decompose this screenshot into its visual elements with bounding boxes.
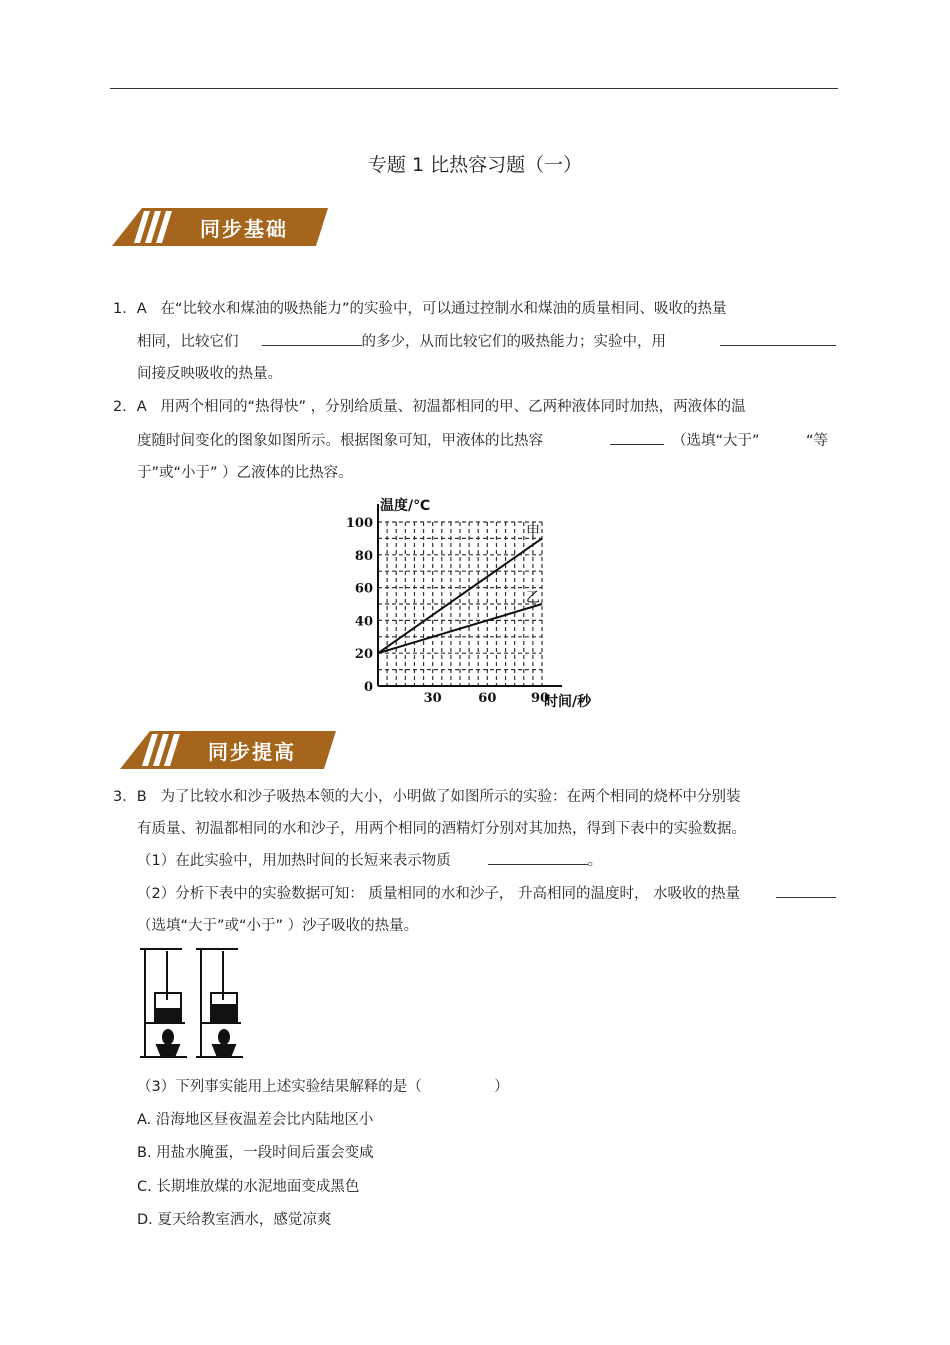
q2-text-2a: 度随时间变化的图象如图所示。根据图象可知，甲液体的比热容 — [137, 433, 543, 449]
q2-text-2c: “等 — [806, 433, 829, 449]
q2-blank[interactable] — [610, 430, 664, 445]
q3-part1-end: 。 — [587, 853, 603, 869]
q3-blank-2[interactable] — [776, 883, 836, 898]
q1-text-1: 在“比较水和煤油的吸热能力”的实验中，可以通过控制水和煤油的质量相同、吸收的热量 — [160, 301, 727, 317]
option-a-text: 沿海地区昼夜温差会比内陆地区小 — [155, 1112, 374, 1128]
q3-line2: 有质量、初温都相同的水和沙子，用两个相同的酒精灯分别对其加热，得到下表中的实验数据。 — [137, 821, 746, 837]
y-axis-label: 温度/℃ — [380, 498, 431, 514]
q3-blank-1[interactable] — [488, 850, 588, 865]
beaker-lamp-apparatus — [137, 945, 247, 1060]
option-c-text: 长期堆放煤的水泥地面变成黑色 — [156, 1179, 360, 1195]
apparatus-illustration — [137, 945, 247, 1064]
chart-svg — [342, 494, 612, 714]
temperature-chart — [342, 494, 612, 718]
y-tick-label: 60 — [354, 581, 373, 597]
y-tick-label: 100 — [345, 516, 373, 531]
q3-part1 — [137, 849, 602, 870]
section-banner-basic — [112, 208, 328, 246]
y-tick-label: 20 — [354, 647, 373, 663]
option-d-label: D. — [137, 1212, 153, 1228]
option-b[interactable] — [137, 1141, 374, 1162]
option-b-text: 用盐水腌蛋，一段时间后蛋会变咸 — [156, 1145, 374, 1161]
q1-line3: 间接反映吸收的热量。 — [137, 366, 282, 382]
y-tick-label: 0 — [363, 680, 373, 695]
q3-part3: （3）下列事实能用上述实验结果解释的是（ ） — [137, 1079, 509, 1095]
series-line-2 — [378, 604, 542, 653]
y-tick-label: 40 — [354, 614, 373, 630]
option-d-text: 夏天给教室洒水，感觉凉爽 — [157, 1212, 332, 1228]
q2-text-2b: （选填“大于” — [672, 433, 760, 449]
q3-part1-text: （1）在此实验中，用加热时间的长短来表示物质 — [137, 853, 451, 869]
x-tick-label: 60 — [478, 691, 497, 706]
banner-label-improve: 同步提高 — [208, 740, 296, 764]
series-label-1: 甲 — [526, 524, 540, 541]
option-a-label: A. — [137, 1112, 152, 1128]
q1-blank-1[interactable] — [262, 331, 362, 346]
q2-line1 — [113, 395, 746, 416]
q1-text-2a: 相同，比较它们 — [137, 334, 239, 350]
q2-text-1: 用两个相同的“热得快” ，分别给质量、初温都相同的甲、乙两种液体同时加热，两液体的温 — [160, 399, 746, 415]
y-tick-label: 80 — [354, 548, 373, 564]
q3-number: 3．B — [113, 789, 147, 805]
x-axis-label: 时间/秒 — [544, 694, 592, 710]
q3-line1 — [113, 785, 741, 806]
q3-part2 — [137, 882, 740, 903]
q1-number: 1．A — [113, 301, 147, 317]
q3-text-1: 为了比较水和沙子吸热本领的大小，小明做了如图所示的实验：在两个相同的烧杯中分别装 — [160, 789, 741, 805]
option-b-label: B. — [137, 1145, 152, 1161]
q1-text-2b: 的多少，从而比较它们的吸热能力；实验中，用 — [361, 334, 667, 350]
header-rule — [110, 88, 838, 89]
q3-part2-cont: （选填“大于”或“小于” ）沙子吸收的热量。 — [137, 918, 419, 934]
page-title: 专题 1 比热容习题（一） — [367, 154, 583, 176]
option-d[interactable] — [137, 1208, 331, 1229]
x-tick-label: 90 — [530, 691, 550, 706]
series-label-2: 乙 — [526, 590, 540, 606]
q3-part2-text: （2）分析下表中的实验数据可知： 质量相同的水和沙子， 升高相同的温度时， 水吸收的热量 — [137, 886, 741, 902]
q1-line2 — [137, 330, 666, 351]
option-a[interactable] — [137, 1108, 373, 1129]
q2-line3: 于”或“小于” ）乙液体的比热容。 — [137, 465, 353, 481]
q1-line1 — [113, 297, 727, 318]
q1-blank-2[interactable] — [720, 331, 836, 346]
banner-label-basic: 同步基础 — [200, 217, 288, 241]
option-c[interactable] — [137, 1175, 359, 1196]
section-banner-improve — [120, 731, 336, 769]
q2-number: 2．A — [113, 399, 147, 415]
option-c-label: C. — [137, 1179, 152, 1195]
x-tick-label: 30 — [423, 691, 442, 706]
